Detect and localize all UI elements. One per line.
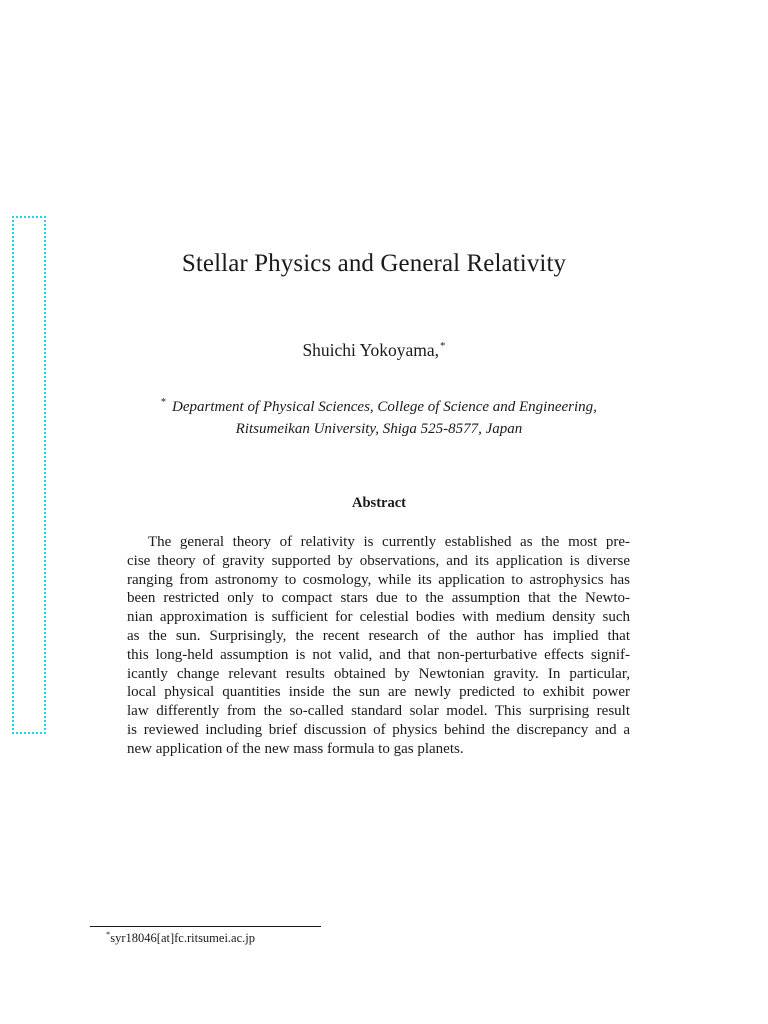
affiliation-text-2: Ritsumeikan University, Shiga 525-8577, Japan <box>235 421 523 437</box>
author-name: Shuichi Yokoyama, <box>302 340 440 360</box>
author-line <box>0 340 748 361</box>
author-footnote-mark: * <box>440 340 446 352</box>
affiliation-mark: * <box>161 397 167 408</box>
abstract-line: ranging from astronomy to cosmology, while its application to astrophysics has <box>127 571 630 588</box>
affiliation-line-1 <box>0 397 758 416</box>
abstract-line: nian approximation is sufficient for celestial bodies with medium density such <box>127 609 630 626</box>
affiliation-line-2 <box>0 421 758 438</box>
abstract-line: new application of the new mass formula to gas planets. <box>127 740 464 757</box>
footnote-rule <box>90 926 321 927</box>
footnote-email[interactable]: syr18046[at]fc.ritsumei.ac.jp <box>110 931 255 945</box>
affiliation-text-1: Department of Physical Sciences, College of Science and Engineering, <box>172 399 597 415</box>
abstract-line: The general theory of relativity is currently established as the most pre- <box>148 534 630 550</box>
abstract-line: icantly change relevant results obtained by Newtonian gravity. In particular, <box>127 665 630 682</box>
arxiv-stamp-box <box>12 216 46 734</box>
abstract-heading: Abstract <box>352 495 406 511</box>
abstract-line: been restricted only to compact stars due to the assumption that the Newto- <box>127 590 630 607</box>
abstract-body <box>127 533 630 759</box>
abstract-line: law differently from the so-called standard solar model. This surprising result <box>127 703 630 720</box>
abstract-line: as the sun. Surprisingly, the recent research of the author has implied that <box>127 627 630 644</box>
abstract-line: this long-held assumption is not valid, and that non-perturbative effects signif- <box>127 646 630 663</box>
abstract-line: local physical quantities inside the sun are newly predicted to exhibit power <box>127 684 630 701</box>
footnote <box>106 929 255 946</box>
abstract-line: is reviewed including brief discussion of physics behind the discrepancy and a <box>127 721 630 738</box>
abstract-line: cise theory of gravity supported by observations, and its application is diverse <box>127 552 630 569</box>
footnote-mark: * <box>106 929 111 939</box>
paper-title: Stellar Physics and General Relativity <box>181 250 567 277</box>
